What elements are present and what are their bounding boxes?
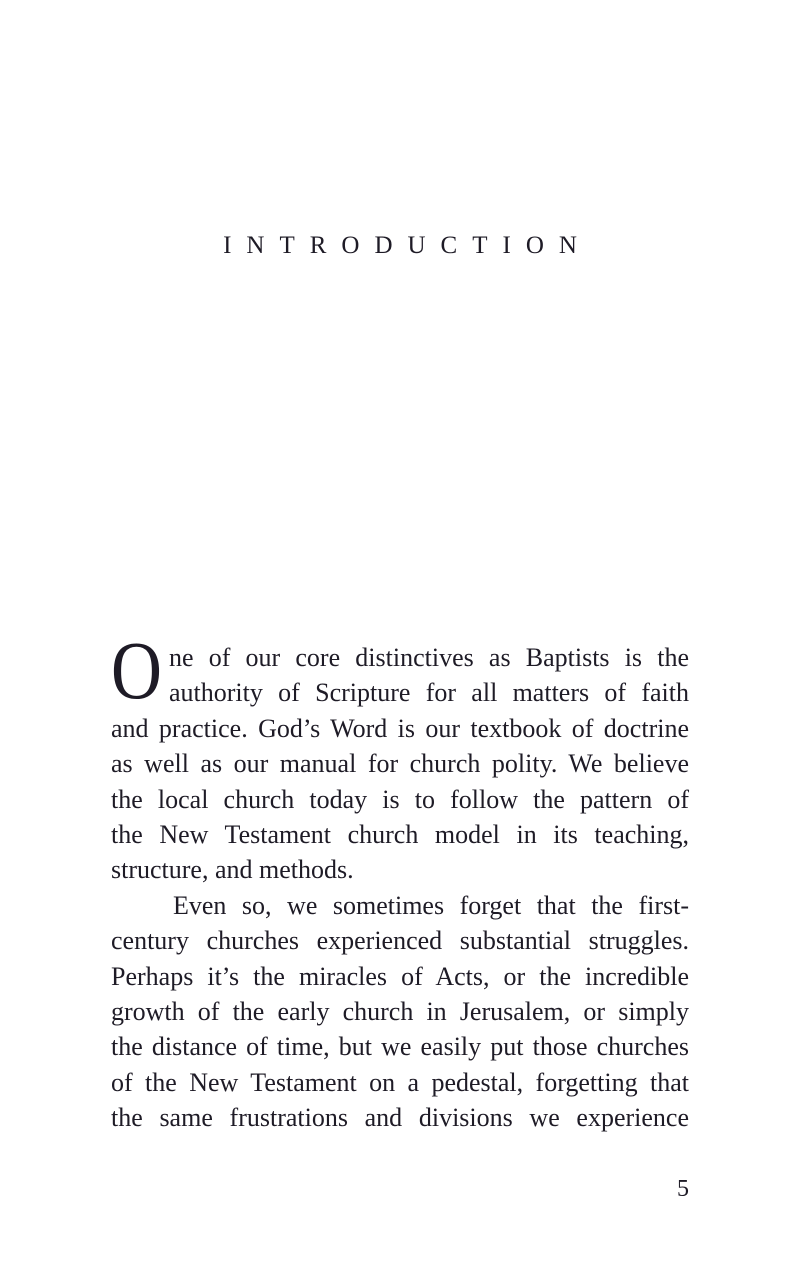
text-line: Perhaps it’s the miracles of Acts, or the incredible <box>111 961 689 991</box>
text-line: the distance of time, but we easily put those churches <box>111 1032 689 1062</box>
text-line: the New Testament church model in its teaching, <box>111 820 689 850</box>
text-line: century churches experienced substantial struggles. <box>111 926 689 956</box>
chapter-heading: INTRODUCTION <box>223 232 592 259</box>
text-line: the same frustrations and divisions we experience <box>111 1103 689 1133</box>
text-line: the local church today is to follow the pattern of <box>111 784 689 814</box>
text-line: of the New Testament on a pedestal, forgetting that <box>111 1067 689 1097</box>
drop-cap: O <box>111 624 162 716</box>
text-line: ne of our core distinctives as Baptists is the <box>169 643 689 672</box>
text-line: as well as our manual for church polity. We believe <box>111 749 689 779</box>
paragraph-last-line: structure, and methods. <box>111 855 354 885</box>
body-text <box>111 624 689 1136</box>
text-line: and practice. God’s Word is our textbook of doctrine <box>111 713 689 743</box>
text-line: growth of the early church in Jerusalem, or simply <box>111 997 689 1027</box>
text-line: authority of Scripture for all matters of faith <box>169 678 689 708</box>
page-number: 5 <box>677 1176 689 1202</box>
paragraph-first-line: Even so, we sometimes forget that the first- <box>173 890 689 920</box>
